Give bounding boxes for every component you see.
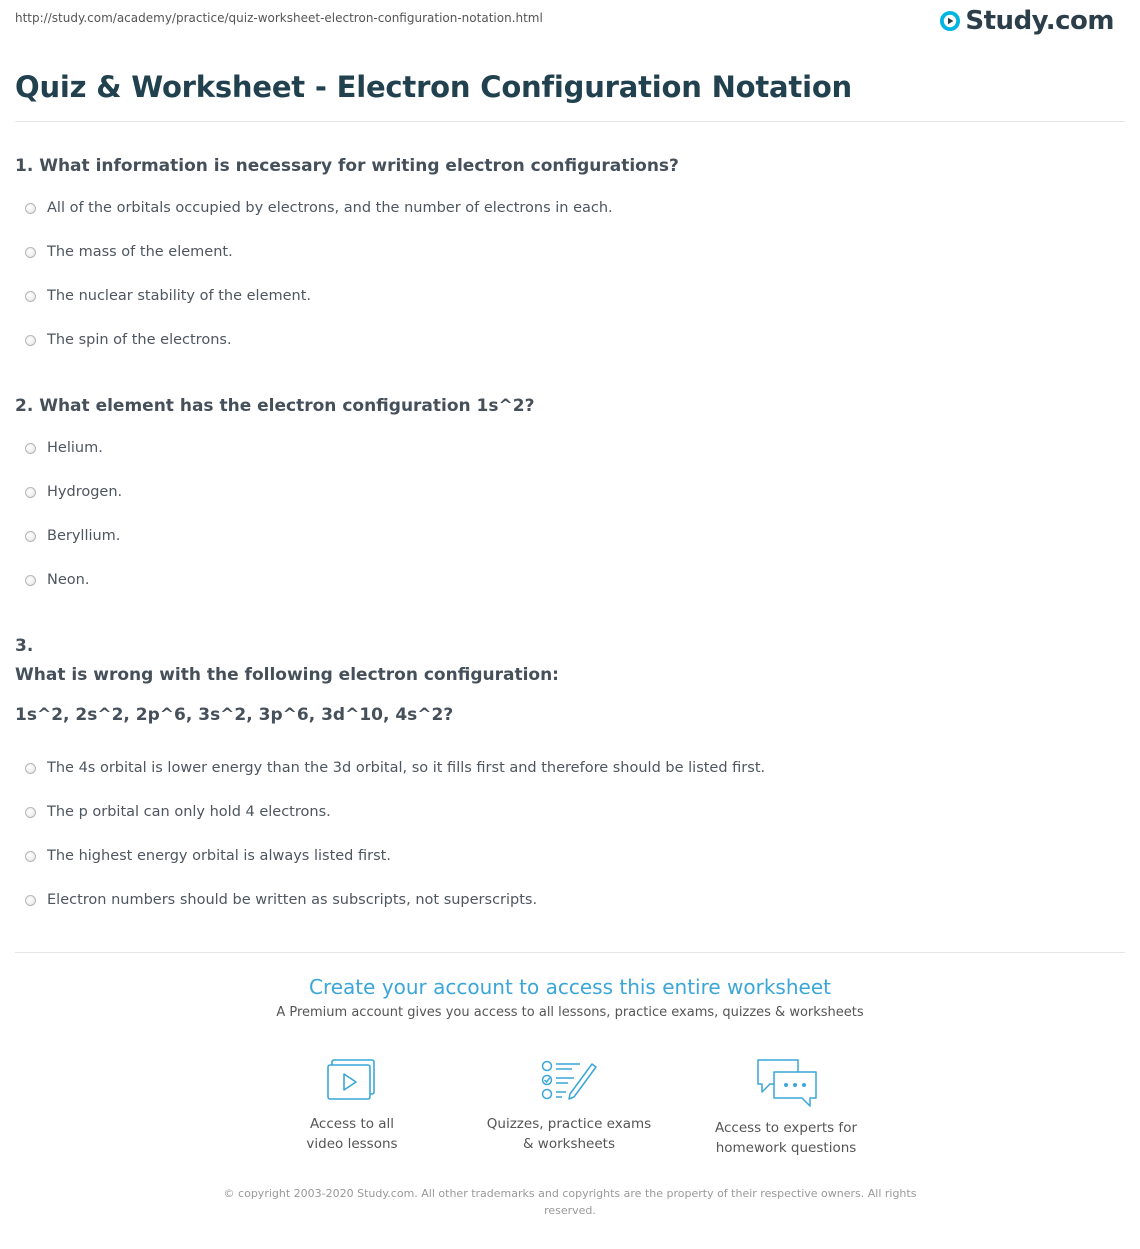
question-3-text: What is wrong with the following electron configuration: [15, 665, 559, 685]
answer-option[interactable] [15, 188, 1115, 232]
answer-option[interactable] [15, 792, 1115, 836]
answer-option[interactable] [15, 428, 1115, 472]
video-lessons-icon [326, 1058, 378, 1104]
answer-option[interactable] [15, 472, 1115, 516]
answer-label: The 4s orbital is lower energy than the 3d orbital, so it fills first and therefore should be listed first. [47, 760, 766, 777]
premium-description: A Premium account gives you access to all lessons, practice exams, quizzes & worksheets [276, 1005, 864, 1020]
question-1-text: 1. What information is necessary for writing electron configurations? [15, 156, 679, 176]
radio-button[interactable] [25, 291, 36, 302]
radio-button[interactable] [25, 895, 36, 906]
radio-button[interactable] [25, 807, 36, 818]
radio-button[interactable] [25, 203, 36, 214]
quiz-checklist-icon [540, 1058, 598, 1104]
expert-chat-icon [754, 1058, 818, 1108]
answer-label: Neon. [47, 572, 90, 589]
answer-option[interactable] [15, 836, 1115, 880]
page-url: http://study.com/academy/practice/quiz-worksheet-electron-configuration-notation.html [15, 11, 543, 25]
question-3-number: 3. [15, 636, 34, 656]
answer-option[interactable] [15, 232, 1115, 276]
logo-text: Study.com [965, 6, 1114, 36]
question-2 [15, 392, 1115, 589]
answer-option[interactable] [15, 748, 1115, 792]
radio-button[interactable] [25, 335, 36, 346]
answer-label: The nuclear stability of the element. [47, 288, 312, 305]
answer-label: The mass of the element. [47, 244, 233, 261]
answer-option[interactable] [15, 320, 1115, 364]
question-1-answers [15, 188, 1115, 364]
feature-label: Quizzes, practice exams & worksheets [486, 1116, 652, 1152]
play-logo-icon [939, 10, 961, 32]
answer-label: Beryllium. [47, 528, 121, 545]
answer-label: The p orbital can only hold 4 electrons. [47, 804, 331, 821]
radio-button[interactable] [25, 575, 36, 586]
answer-label: Hydrogen. [47, 484, 123, 501]
cta-divider [15, 952, 1125, 953]
copyright-footer: © copyright 2003-2020 Study.com. All other trademarks and copyrights are the property of their respective owners. All rights reserved. [223, 1187, 917, 1217]
create-account-link[interactable]: Create your account to access this entire worksheet [309, 975, 831, 999]
feature-label: Access to all video lessons [306, 1116, 398, 1152]
feature-video-lessons [252, 1058, 452, 1154]
feature-quizzes [469, 1058, 669, 1154]
page-title: Quiz & Worksheet - Electron Configuration Notation [15, 70, 852, 104]
answer-label: Helium. [47, 440, 103, 457]
answer-option[interactable] [15, 516, 1115, 560]
feature-experts [686, 1058, 886, 1158]
question-1 [15, 152, 1115, 349]
radio-button[interactable] [25, 443, 36, 454]
radio-button[interactable] [25, 247, 36, 258]
radio-button[interactable] [25, 531, 36, 542]
question-2-text: 2. What element has the electron configuration 1s^2? [15, 396, 535, 416]
radio-button[interactable] [25, 487, 36, 498]
answer-label: The spin of the electrons. [47, 332, 232, 349]
question-3 [15, 632, 1115, 909]
radio-button[interactable] [25, 763, 36, 774]
feature-label: Access to experts for homework questions [714, 1120, 857, 1156]
answer-option[interactable] [15, 880, 1115, 924]
radio-button[interactable] [25, 851, 36, 862]
title-divider [15, 121, 1125, 122]
answer-label: All of the orbitals occupied by electrons, and the number of electrons in each. [47, 200, 613, 217]
question-2-answers [15, 428, 1115, 604]
answer-option[interactable] [15, 560, 1115, 604]
answer-label: Electron numbers should be written as subscripts, not superscripts. [47, 892, 538, 909]
study-logo[interactable] [939, 6, 1114, 36]
answer-option[interactable] [15, 276, 1115, 320]
question-3-configuration: 1s^2, 2s^2, 2p^6, 3s^2, 3p^6, 3d^10, 4s^2? [15, 705, 454, 725]
answer-label: The highest energy orbital is always listed first. [47, 848, 391, 865]
question-3-answers [15, 748, 1115, 924]
